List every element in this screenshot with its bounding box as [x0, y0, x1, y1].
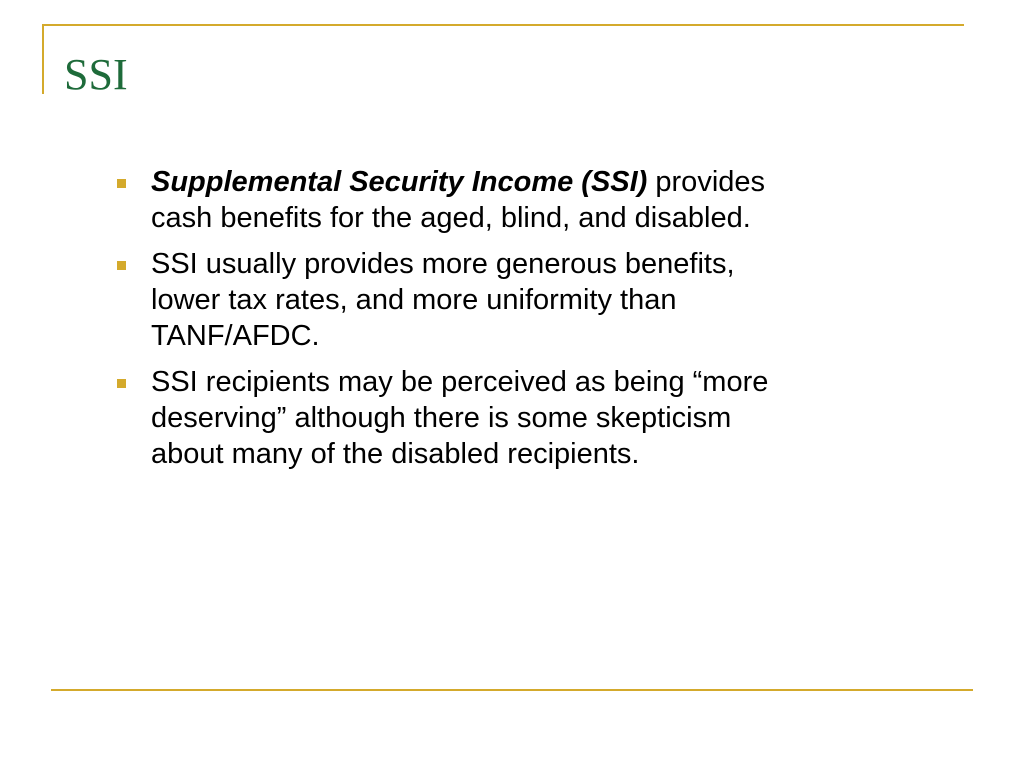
bullet-item-more-deserving	[114, 364, 964, 472]
bullet-list	[114, 164, 964, 472]
bullet-line: about many of the disabled recipients.	[151, 438, 640, 470]
bullet-item-supplemental-security-income	[114, 164, 964, 236]
square-bullet-icon	[117, 179, 126, 188]
bullet-item-generous-benefits	[114, 246, 964, 354]
slide-body	[114, 164, 964, 482]
bullet-emphasis-text: Supplemental Security Income (SSI)	[151, 166, 648, 198]
bullet-line: lower tax rates, and more uniformity than	[151, 284, 677, 316]
bullet-line	[151, 164, 964, 200]
title-frame-top-rule	[42, 24, 964, 26]
slide-title: SSI	[64, 50, 128, 99]
bullet-line: deserving” although there is some skepticism	[151, 402, 732, 434]
square-bullet-icon	[117, 379, 126, 388]
title-frame-vertical-rule	[42, 24, 44, 94]
bullet-line: SSI recipients may be perceived as being “more	[151, 366, 769, 398]
square-bullet-icon	[117, 261, 126, 270]
bullet-line: SSI usually provides more generous benefits,	[151, 248, 735, 280]
bullet-line: cash benefits for the aged, blind, and disabled.	[151, 202, 751, 234]
bullet-line: TANF/AFDC.	[151, 320, 320, 352]
footer-rule	[51, 689, 973, 691]
bullet-text: provides	[647, 166, 766, 198]
